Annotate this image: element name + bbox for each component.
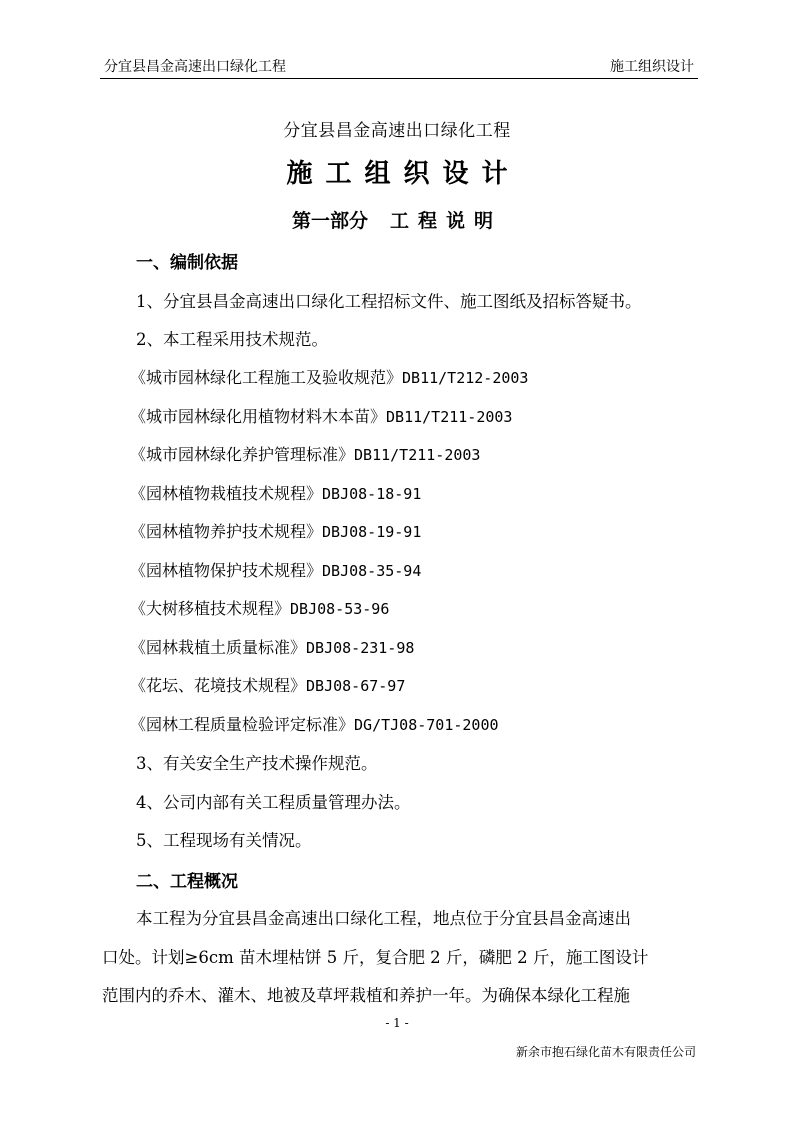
standard-name: 《城市园林绿化工程施工及验收规范》	[130, 368, 403, 387]
standard-code: DB11/T211-2003	[386, 408, 513, 426]
standard-name: 《大树移植技术规程》	[130, 599, 291, 618]
page-header	[100, 56, 698, 78]
standard-code: DBJ08-67-97	[306, 677, 406, 695]
standard-item	[130, 404, 512, 427]
basis-item-3: 3、有关安全生产技术操作规范。	[136, 754, 378, 773]
standard-name: 《园林植物保护技术规程》	[130, 561, 323, 580]
project-title: 分宜县昌金高速出口绿化工程	[283, 121, 511, 141]
standard-item	[130, 365, 528, 388]
standard-code: DBJ08-18-91	[322, 485, 422, 503]
header-project-name: 分宜县昌金高速出口绿化工程	[104, 59, 286, 75]
overview-paragraph-line: 本工程为分宜县昌金高速出口绿化工程，地点位于分宜县昌金高速出	[136, 909, 631, 928]
standard-name: 《园林栽植土质量标准》	[130, 638, 307, 657]
standard-code: DBJ08-231-98	[306, 639, 415, 657]
standard-code: DBJ08-53-96	[290, 600, 390, 618]
standard-name: 《园林工程质量检验评定标准》	[130, 715, 355, 734]
overview-paragraph-line: 口处。计划≥6cm 苗木埋枯饼 5 斤，复合肥 2 斤，磷肥 2 斤，施工图设计	[102, 948, 649, 967]
standard-name: 《园林植物栽植技术规程》	[130, 484, 323, 503]
standard-item	[130, 442, 480, 465]
standard-item	[130, 519, 421, 542]
header-rule	[100, 78, 698, 79]
basis-item-4: 4、公司内部有关工程质量管理办法。	[136, 793, 411, 812]
document-title: 施工组织设计	[286, 159, 521, 189]
standard-item	[130, 712, 499, 735]
section-heading-overview: 二、工程概况	[136, 872, 238, 892]
part-name: 工程说明	[390, 210, 503, 232]
page-number: - 1 -	[385, 1016, 409, 1030]
standard-name: 《花坛、花境技术规程》	[130, 676, 307, 695]
standard-name: 《城市园林绿化养护管理标准》	[130, 445, 355, 464]
basis-item-5: 5、工程现场有关情况。	[136, 831, 312, 850]
basis-item-2: 2、本工程采用技术规范。	[136, 330, 328, 349]
standard-item	[130, 673, 405, 696]
company-footer: 新余市抱石绿化苗木有限责任公司	[515, 1045, 696, 1059]
overview-paragraph-line: 范围内的乔木、灌木、地被及草坪栽植和养护一年。为确保本绿化工程施	[102, 986, 630, 1005]
part-label: 第一部分	[291, 210, 368, 232]
standard-item	[130, 481, 421, 504]
standard-name: 《城市园林绿化用植物材料木本苗》	[130, 407, 387, 426]
standard-item	[130, 558, 421, 581]
standard-item	[130, 635, 414, 658]
standard-code: DB11/T211-2003	[354, 446, 481, 464]
standard-code: DBJ08-19-91	[322, 523, 422, 541]
section-heading-basis: 一、编制依据	[136, 253, 238, 273]
standard-name: 《园林植物养护技术规程》	[130, 522, 323, 541]
header-doc-title: 施工组织设计	[610, 59, 694, 75]
standard-item	[130, 596, 389, 619]
standard-code: DG/TJ08-701-2000	[354, 716, 499, 734]
standard-code: DB11/T212-2003	[402, 369, 529, 387]
standard-code: DBJ08-35-94	[322, 562, 422, 580]
part-title	[0, 206, 794, 233]
basis-item-1: 1、分宜县昌金高速出口绿化工程招标文件、施工图纸及招标答疑书。	[136, 292, 642, 311]
